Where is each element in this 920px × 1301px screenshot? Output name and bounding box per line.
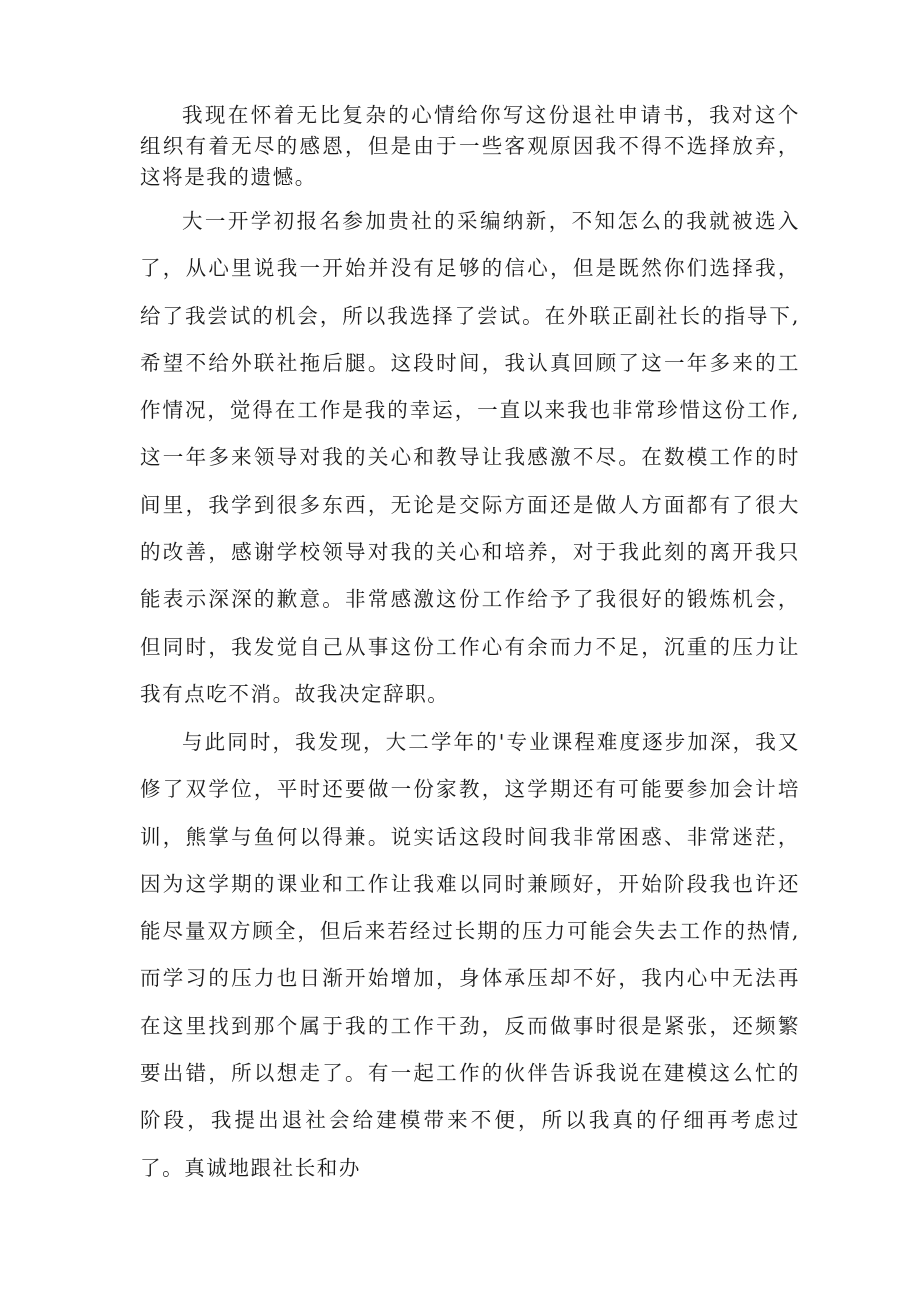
paragraph-intro: 我现在怀着无比复杂的心情给你写这份退社申请书，我对这个组织有着无尽的感恩，但是由于一些客观原因我不得不选择放弃，这将是我的遗憾。	[140, 103, 800, 189]
paragraph-reasons: 与此同时，我发现，大二学年的'专业课程难度逐步加深，我又修了双学位，平时还要做一份家教，这学期还有可能要参加会计培训，熊掌与鱼何以得兼。说实话这段时间我非常困惑、非常迷茫，因为这学期的课业和工作让我难以同时兼顾好，开始阶段我也许还能尽量双方顾全，但后来若经过长期的压力可能会失去工作的热情,而学习的压力也日渐开始增加，身体承压却不好，我内心中无法再在这里找到那个属于我的工作干劲，反而做事时很是紧张，还频繁要出错，所以想走了。有一起工作的伙伴告诉我说在建模这么忙的阶段，我提出退社会给建模带来不便，所以我真的仔细再考虑过了。真诚地跟社长和办	[140, 730, 800, 1180]
paragraph-experience: 大一开学初报名参加贵社的采编纳新，不知怎么的我就被选入了，从心里说我一开始并没有足够的信心，但是既然你们选择我，给了我尝试的机会，所以我选择了尝试。在外联正副社长的指导下,希望不给外联社拖后腿。这段时间，我认真回顾了这一年多来的工作情况，觉得在工作是我的幸运，一直以来我也非常珍惜这份工作,这一年多来领导对我的关心和教导让我感激不尽。在数模工作的时间里，我学到很多东西，无论是交际方面还是做人方面都有了很大的改善，感谢学校领导对我的关心和培养，对于我此刻的离开我只能表示深深的歉意。非常感激这份工作给予了我很好的锻炼机会，但同时，我发觉自己从事这份工作心有余而力不足，沉重的压力让我有点吃不消。故我决定辞职。	[140, 209, 800, 706]
